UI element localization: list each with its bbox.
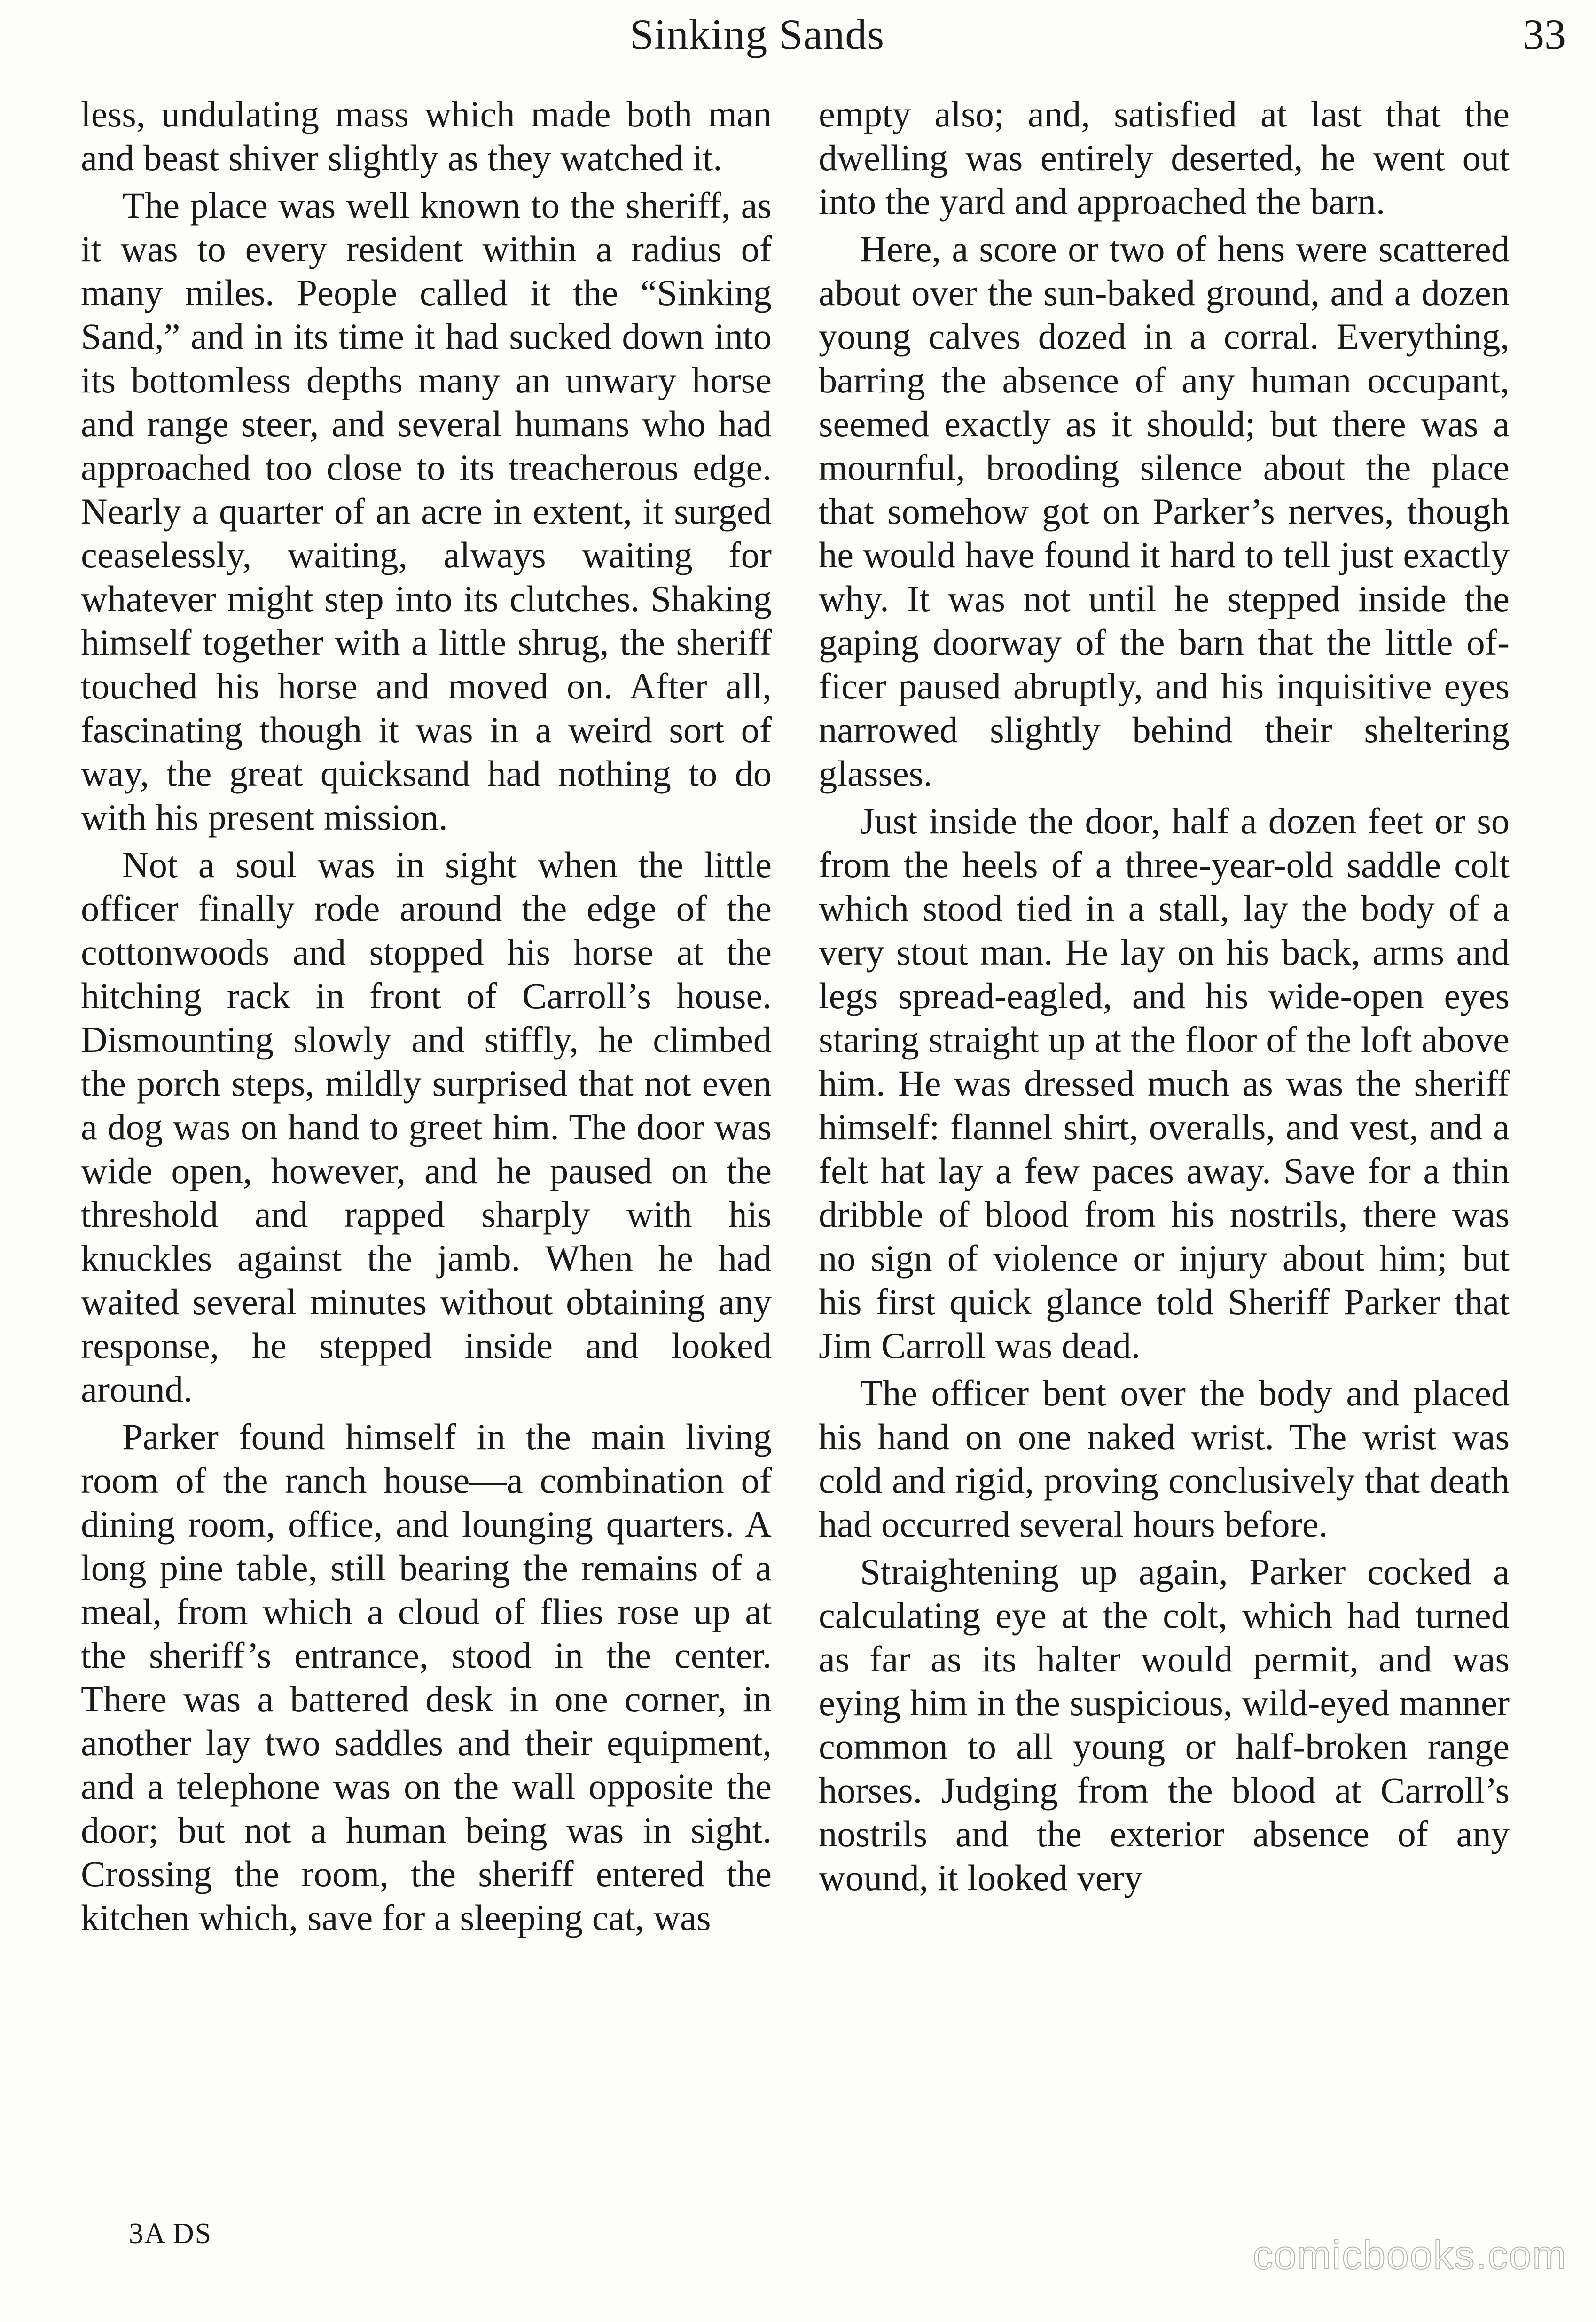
paragraph: empty also; and, satisfied at last that the dwelling was entirely deserted, he went out into the yard and approached the barn.: [819, 94, 1510, 222]
paragraph: The officer bent over the body and placed his hand on one naked wrist. The wrist was cold and rigid, proving conclusively that death had occurred several hours before.: [819, 1373, 1510, 1545]
site-watermark: comicbooks.com: [1252, 2233, 1567, 2278]
paragraph: Here, a score or two of hens were scattered about over the sun-baked ground, and a dozen young calves dozed in a corral. Everything, barring the absence of any human occupant, seemed exactly as it should; but there was a mournful, brooding silence about the place that somehow got on Parker’s nerves, though he would have found it hard to tell just exactly why. It was not until he stepped inside the gaping doorway of the barn that the little officer paused abruptly, and his inquisitive eyes narrowed slightly behind their sheltering glasses.: [819, 228, 1510, 794]
right-column: [819, 92, 1510, 1903]
paragraph: Not a soul was in sight when the little officer finally rode around the edge of the cottonwoods and stopped his horse at the hitching rack in front of Carroll’s house. Dismounting slowly and stiffly, he climbed the porch steps, mildly surprised that not even a dog was on hand to greet him. The door was wide open, however, and he paused on the threshold and rapped sharply with his knuckles against the jamb. When he had waited several minutes without obtaining any response, he stepped inside and looked around.: [81, 844, 772, 1410]
paragraph: Straightening up again, Parker cocked a calculating eye at the colt, which had turned as far as its halter would permit, and was eying him in the suspicious, wild-eyed manner common to all young or half-broken range horses. Judging from the blood at Carroll’s nostrils and the exterior absence of any wound, it looked very: [819, 1551, 1510, 1898]
paragraph: less, undulating mass which made both man and beast shiver slightly as they watched it.: [81, 94, 772, 178]
paragraph: Parker found himself in the main living room of the ranch house—a combination of dining room, office, and lounging quarters. A long pine table, still bearing the remains of a meal, from which a cloud of flies rose up at the sheriff’s entrance, stood in the center. There was a battered desk in one corner, in another lay two saddles and their equipment, and a telephone was on the wall opposite the door; but not a human being was in sight. Crossing the room, the sheriff entered the kitchen which, save for a sleeping cat, was: [81, 1416, 772, 1938]
paragraph: The place was well known to the sheriff, as it was to every resident within a radius of many miles. People called it the “Sinking Sand,” and in its time it had sucked down into its bottomless depths many an unwary horse and range steer, and several humans who had approached too close to its treacherous edge. Nearly a quarter of an acre in extent, it surged ceaselessly, waiting, always waiting for whatever might step into its clutches. Shaking himself together with a little shrug, the sheriff touched his horse and moved on. After all, fascinating though it was in a weird sort of way, the great quicksand had nothing to do with his present mission.: [81, 185, 772, 838]
paragraph: Just inside the door, half a dozen feet or so from the heels of a three-year-old saddle colt which stood tied in a stall, lay the body of a very stout man. He lay on his back, arms and legs spread-eagled, and his wide-open eyes staring straight up at the floor of the loft above him. He was dressed much as was the sheriff himself: flannel shirt, overalls, and vest, and a felt hat lay a few paces away. Save for a thin dribble of blood from his nostrils, there was no sign of violence or injury about him; but his first quick glance told Sheriff Parker that Jim Carroll was dead.: [819, 800, 1510, 1366]
page-number: 33: [1523, 10, 1566, 58]
running-title: Sinking Sands: [630, 10, 885, 58]
printer-signature-mark: 3A DS: [129, 2218, 212, 2250]
left-column: [81, 92, 772, 1943]
